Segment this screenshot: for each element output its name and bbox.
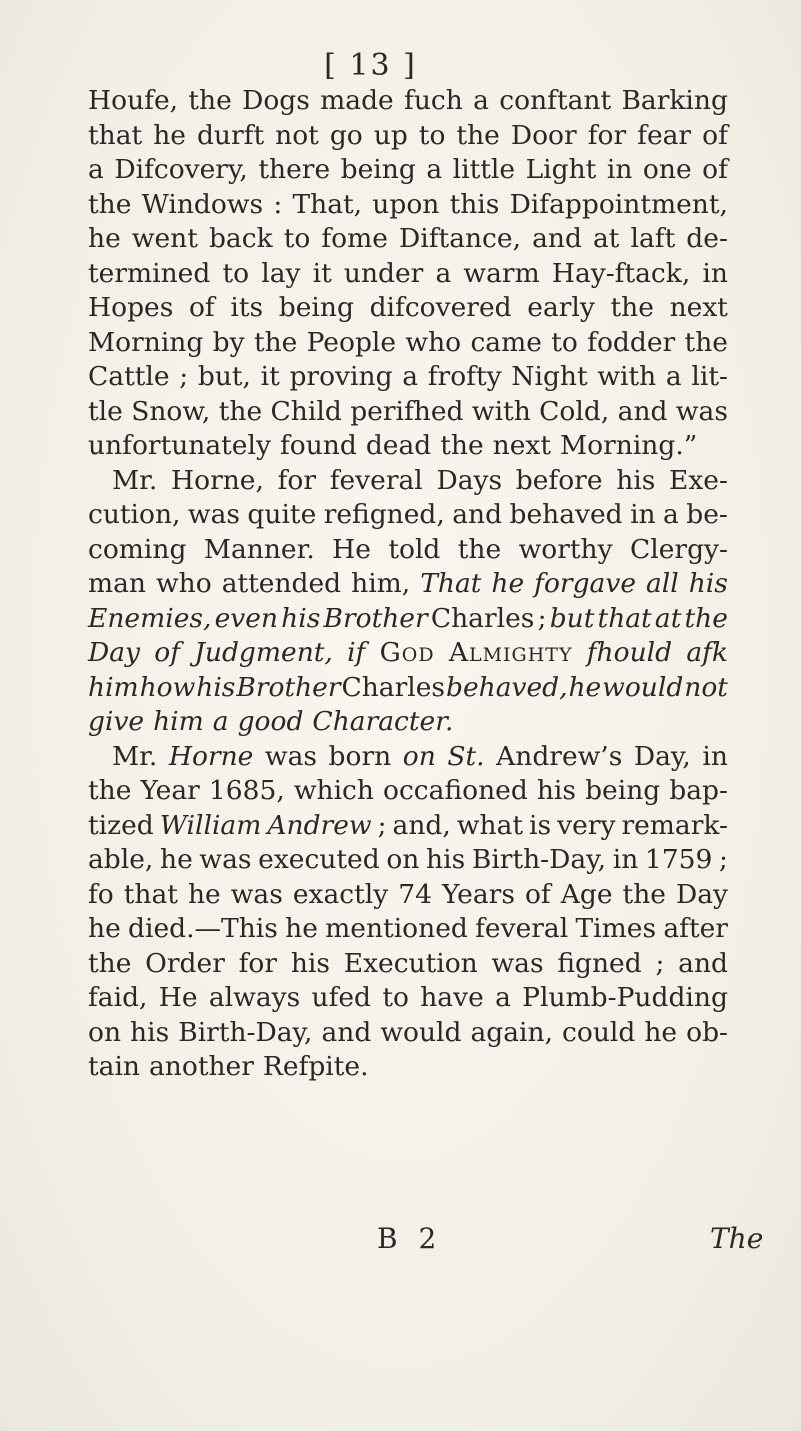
word: even [214,602,278,634]
word: was [675,395,728,427]
word: the [188,85,232,116]
word: told [388,533,441,565]
text-line [88,567,728,602]
word: Hay-ftack, [551,257,691,289]
word: would [380,1016,462,1048]
word: tized [88,809,154,841]
word: there [258,154,331,185]
word: Year [140,775,200,806]
word: in [612,844,639,875]
word: Andrew [267,809,372,841]
word: Hopes [88,292,174,323]
text-line [88,84,728,119]
word: ; [377,809,387,841]
word: all [646,568,679,599]
word: Mr. [112,740,158,772]
word: a [473,85,489,116]
word: Manner. [203,533,315,565]
word: its [230,292,264,323]
text-line [88,671,728,706]
word: ; [719,844,728,875]
word: the [218,395,263,427]
word: Light [525,154,597,185]
word: a [435,257,452,289]
word: and, [392,809,451,841]
word: he [568,671,602,703]
word: faid, [88,982,148,1013]
text-line [88,1016,728,1051]
text-line [88,740,728,775]
word: dead [365,430,432,461]
word: to [551,326,578,358]
word: conftant [499,85,612,116]
word: 1759 [644,844,713,875]
word: made [320,85,394,116]
text-line [88,291,728,326]
word: Day [675,878,728,910]
word: he [644,1016,678,1048]
word: of [702,119,728,151]
word: his [290,947,330,979]
text-line [88,464,728,499]
text-line [88,326,728,361]
word: ; [655,947,665,979]
word: ufed [311,982,372,1013]
word: is [529,809,552,841]
word: Day, [633,740,691,772]
word: him, [351,568,411,599]
word: he [88,913,121,944]
word: exactly [292,878,389,910]
word: Diftance, [399,223,522,254]
word: cution, [88,499,181,530]
word: mentioned [325,913,468,944]
word: and [452,499,503,530]
word: he [285,913,318,944]
word: to [418,119,446,151]
word: be- [686,499,728,530]
word: another [149,1051,254,1082]
word: this [449,188,500,220]
text-line [88,981,728,1016]
word: next [669,292,728,323]
word: he [187,878,221,910]
word: Morning [88,326,204,358]
word: afk [686,637,728,668]
word: not [275,119,319,151]
word: God [379,637,435,668]
word: that [88,119,143,151]
word: Brother [323,602,428,634]
word: could [562,1016,636,1048]
word: the [622,878,666,910]
word: man [88,568,146,599]
word: was [199,844,252,875]
word: at [654,602,682,634]
word: de- [686,223,728,254]
text-line [88,878,728,913]
word: Charles [430,602,535,634]
word: and [532,223,582,254]
word: was [230,878,283,910]
word: Judgment, [194,637,333,668]
word: him [153,706,204,737]
word: a [426,154,443,185]
word: in [606,154,633,185]
word: he [88,223,121,254]
signature-mark: B 2 [377,1222,443,1255]
word: that [597,602,652,634]
word: fhould [586,637,673,668]
text-line [88,360,728,395]
word: William [159,809,262,841]
word: forgave [534,568,637,599]
word: being [278,292,354,323]
word: what [456,809,524,841]
word: Dogs [242,85,310,116]
word: came [470,326,542,358]
word: Difappointment, [509,188,728,220]
word: Barking [621,85,728,116]
word: how [139,671,196,703]
catchword: The [710,1222,764,1255]
word: in [702,740,728,772]
word: upon [372,188,440,220]
word: Day [88,637,141,668]
word: People [306,326,397,358]
word: always [208,982,301,1013]
word: Mr. [112,464,158,496]
word: Plumb-Pudding [522,982,728,1013]
word: the [253,326,298,358]
text-line [88,498,728,533]
word: for [238,947,278,979]
word: and [617,395,668,427]
word: but [549,602,595,634]
word: the [440,430,484,461]
word: before [515,464,603,496]
word: Refpite. [262,1051,369,1082]
word: Snow, [131,395,211,427]
word: Horne [168,740,254,772]
word: again, [470,1016,554,1048]
word: he [491,568,525,599]
word: a [88,154,104,185]
word: He [332,533,371,565]
word: fome [321,223,388,254]
word: executed [258,844,380,875]
text-line [88,222,728,257]
word: Years [441,878,515,910]
word: figned [557,947,642,979]
word: Charles [341,671,446,703]
word: with [597,361,657,392]
word: warm [463,257,540,289]
text-line [88,774,728,809]
word: died.—This [128,913,278,944]
text-line [88,1050,728,1085]
word: fodder [587,326,676,358]
word: ; [179,361,189,392]
word: unfortunately [88,430,271,461]
word: durft [196,119,265,151]
word: difcovered [369,292,512,323]
word: little [452,154,516,185]
word: Clergy- [629,533,728,565]
word: that [123,878,178,910]
word: worthy [518,533,613,565]
word: if [347,637,366,668]
word: Horne, [171,464,264,496]
word: Times [575,913,657,944]
word: tle [88,395,123,427]
word: a [663,499,679,530]
word: his [616,464,656,496]
text-line [88,912,728,947]
word: attended [221,568,342,599]
word: of [188,292,215,323]
word: lit- [691,361,728,392]
word: Night [511,361,588,392]
word: back [208,223,273,254]
word: which [293,775,374,806]
word: early [527,292,595,323]
word: 74 [398,878,432,910]
word: feveral [475,913,569,944]
word: a [495,982,511,1013]
word: being [340,154,416,185]
word: termined [88,257,211,289]
text-line [88,188,728,223]
word: quite [247,499,317,530]
word: Houfe, [88,85,179,116]
page-number: [ 13 ] [324,48,417,83]
word: Birth-Day, [178,1016,313,1048]
word: with [471,395,531,427]
word: the [456,119,500,151]
word: That, [292,188,363,220]
word: : [273,188,283,220]
word: was [491,947,544,979]
word: 1685, [208,775,285,806]
text-line [88,395,728,430]
word: of [154,637,181,668]
word: good [237,706,304,737]
word: That [420,568,482,599]
word: for [587,119,627,151]
word: who [155,568,212,599]
word: up [373,119,408,151]
word: after [663,913,728,944]
word: lay [261,257,301,289]
word: went [131,223,198,254]
word: remark- [621,809,728,841]
word: his [130,1016,170,1048]
text-line [88,947,728,982]
word: him [88,671,139,703]
text-line [88,119,728,154]
word: laft [630,223,676,254]
word: he [153,119,186,151]
word: Days [436,464,503,496]
word: Morning.” [560,430,698,461]
word: Age [560,878,613,910]
word: behaved, [445,671,568,703]
text-line [88,533,728,568]
word: the [684,602,728,634]
word: Enemies, [88,602,212,634]
text-line [88,153,728,188]
word: at [592,223,620,254]
word: Execution [343,947,478,979]
word: it [312,257,332,289]
word: perifhed [350,395,464,427]
text-line [88,429,728,464]
word: was [187,499,240,530]
word: occafioned [383,775,528,806]
word: the [457,533,502,565]
word: bap- [669,775,728,806]
word: his [281,602,321,634]
word: the [88,775,132,806]
word: frofty [427,361,502,392]
word: feveral [329,464,423,496]
word: he [160,844,193,875]
word: and [678,947,728,979]
word: St. [447,740,485,772]
word: in [702,257,728,289]
word: one [642,154,692,185]
word: Door [510,119,577,151]
word: coming [88,533,187,565]
word: the [88,188,132,220]
word: refigned, [323,499,445,530]
word: the [610,292,654,323]
word: found [279,430,357,461]
word: ob- [686,1016,728,1048]
word: Birth-Day, [471,844,607,875]
word: Child [270,395,342,427]
word: born [328,740,392,772]
word: by [212,326,245,358]
word: give [88,706,145,737]
word: his [536,775,577,806]
word: his [688,568,728,599]
text-line [88,636,728,671]
word: but, [197,361,251,392]
word: to [222,257,250,289]
word: Cold, [539,395,610,427]
word: have [420,982,484,1013]
word: of [702,154,728,185]
word: tain [88,1051,140,1082]
word: to [382,982,409,1013]
word: Difcovery, [114,154,248,185]
word: Andrew’s [496,740,623,772]
text-line [88,602,728,637]
word: the [684,326,728,358]
word: go [329,119,363,151]
word: fuch [404,85,463,116]
word: the [88,947,132,979]
word: it [260,361,280,392]
word: and [321,1016,372,1048]
word: Exe- [669,464,728,496]
word: Windows [141,188,264,220]
word: next [492,430,551,461]
word: his [196,671,236,703]
text-line [88,257,728,292]
word: not [684,671,728,703]
word: fear [637,119,692,151]
word: in [630,499,656,530]
word: a [212,706,229,737]
word: would [602,671,684,703]
word: a [402,361,419,392]
word: Brother [236,671,341,703]
word: a [665,361,682,392]
word: on [402,740,436,772]
word: able, [88,844,154,875]
word: Order [145,947,225,979]
text-line [88,705,728,740]
word: fo [88,878,114,910]
word: on [88,1016,122,1048]
word: of [524,878,551,910]
text-line [88,809,728,844]
word: his [426,844,466,875]
word: under [343,257,424,289]
word: who [405,326,462,358]
word: on [386,844,420,875]
word: to [283,223,311,254]
text-line [88,843,728,878]
word: ; [537,602,547,634]
body-text [88,84,728,1085]
word: Almighty [448,637,573,668]
word: for [277,464,317,496]
word: Cattle [88,361,170,392]
word: behaved [509,499,623,530]
word: He [158,982,198,1013]
word: being [585,775,661,806]
word: Character. [312,706,454,737]
word: proving [289,361,393,392]
word: was [264,740,317,772]
word: very [557,809,616,841]
